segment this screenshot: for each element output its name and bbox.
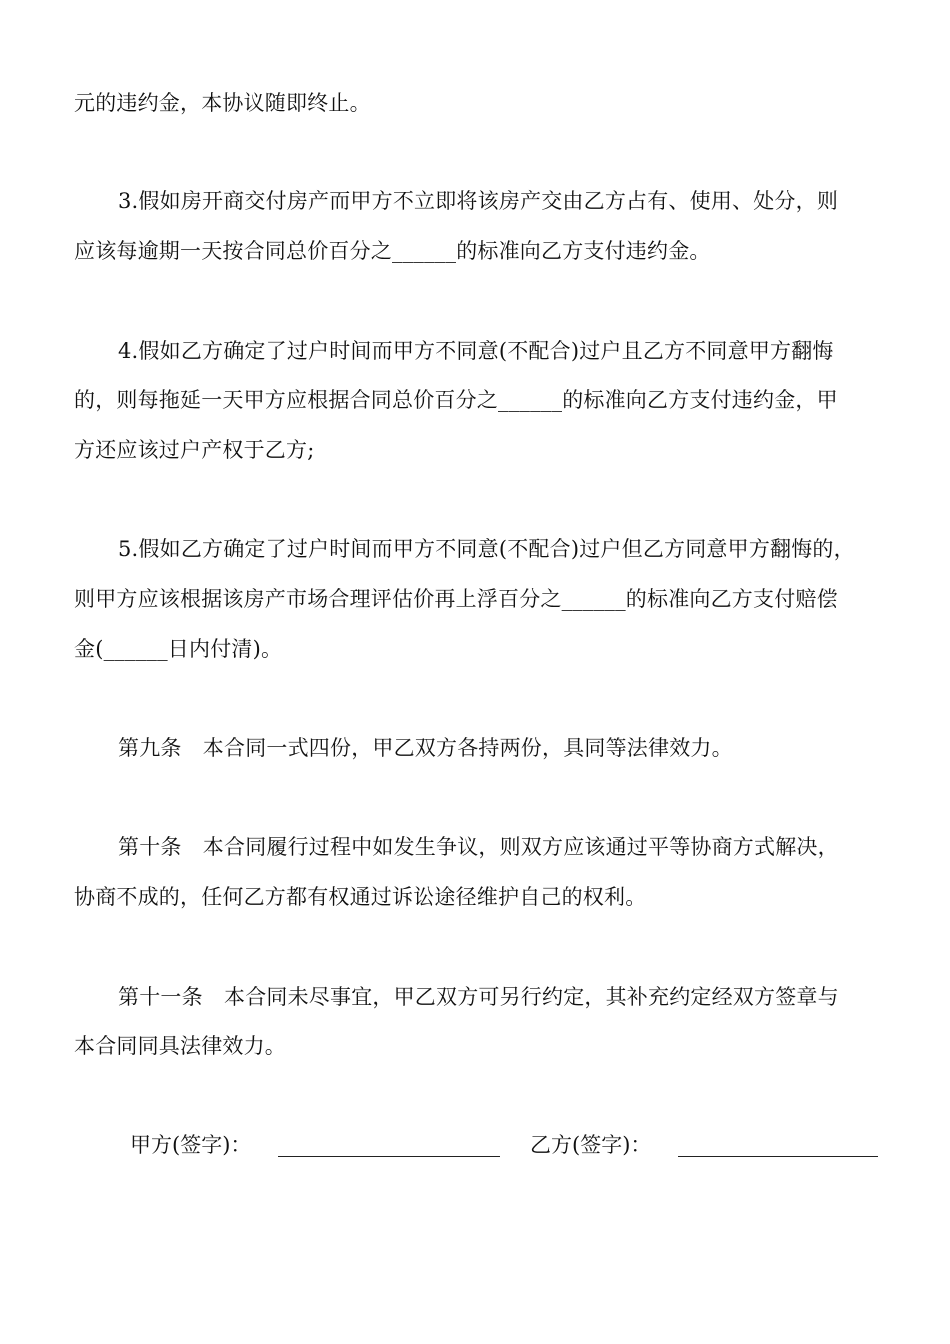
article-11: 第十一条 本合同未尽事宜，甲乙双方可另行约定，其补充约定经双方签章与	[118, 985, 839, 1009]
paragraph-line: 金(______日内付清)。	[74, 637, 283, 661]
paragraph-line: 3.假如房开商交付房产而甲方不立即将该房产交由乙方占有、使用、处分，则	[118, 189, 839, 213]
party-b-signature-line	[678, 1156, 878, 1157]
paragraph-line: 应该每逾期一天按合同总价百分之______的标准向乙方支付违约金。	[74, 239, 711, 263]
party-b-signature-label: 乙方(签字)：	[530, 1133, 652, 1157]
party-a-signature-label: 甲方(签字)：	[130, 1133, 252, 1157]
article-10: 第十条 本合同履行过程中如发生争议，则双方应该通过平等协商方式解决，	[118, 835, 839, 859]
paragraph-line: 5.假如乙方确定了过户时间而甲方不同意(不配合)过户但乙方同意甲方翻悔的，	[118, 537, 855, 561]
signature-row	[130, 1130, 890, 1164]
paragraph-line: 的，则每拖延一天甲方应根据合同总价百分之______的标准向乙方支付违约金，甲	[74, 388, 838, 412]
paragraph-line: 元的违约金，本协议随即终止。	[74, 91, 371, 115]
party-a-signature-line	[278, 1156, 500, 1157]
paragraph-line: 方还应该过户产权于乙方;	[74, 438, 315, 462]
paragraph-line: 协商不成的，任何乙方都有权通过诉讼途径维护自己的权利。	[74, 885, 647, 909]
article-9: 第九条 本合同一式四份，甲乙双方各持两份，具同等法律效力。	[118, 736, 733, 760]
paragraph-line: 4.假如乙方确定了过户时间而甲方不同意(不配合)过户且乙方不同意甲方翻悔	[118, 339, 834, 363]
paragraph-line: 本合同同具法律效力。	[74, 1034, 286, 1058]
paragraph-line: 则甲方应该根据该房产市场合理评估价再上浮百分之______的标准向乙方支付赔偿	[74, 587, 838, 611]
